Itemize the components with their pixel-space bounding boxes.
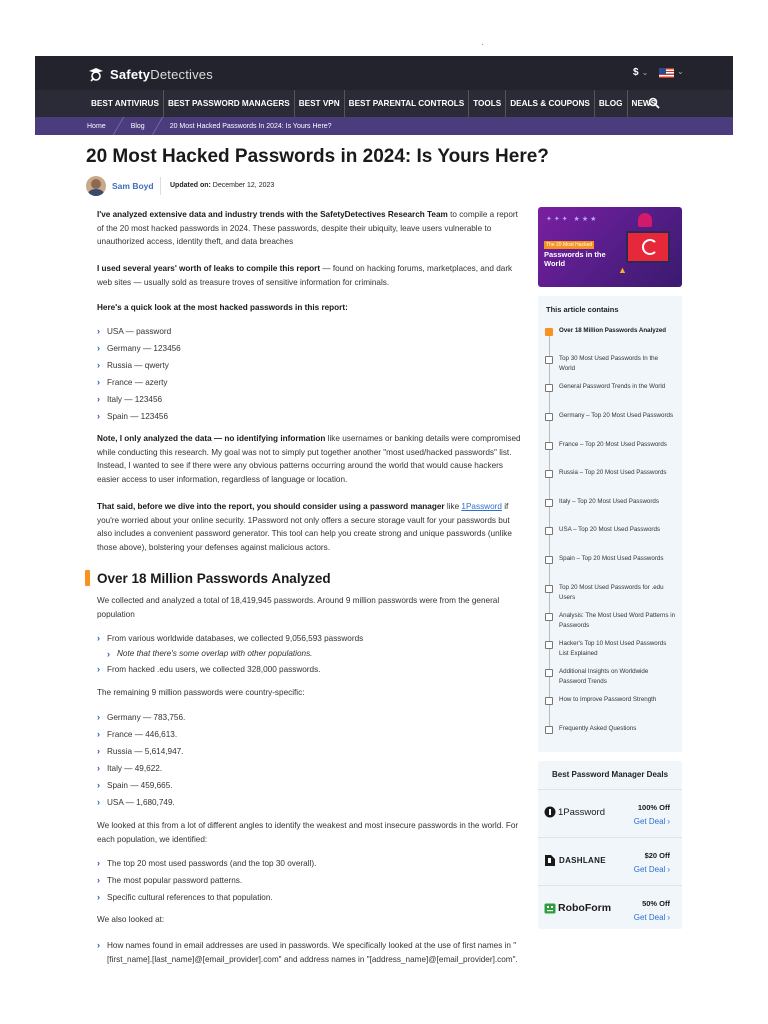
list-item: › Spain — 459,665. [97,777,522,794]
top-header [35,56,733,90]
toc-item[interactable]: Spain – Top 20 Most Used Passwords [545,554,675,564]
toc-item[interactable]: Germany – Top 20 Most Used Passwords [545,411,675,421]
currency-selector[interactable]: $ ⌄ [633,67,649,78]
main-nav [35,90,733,117]
toc-item[interactable]: How to Improve Password Strength [545,695,675,705]
chevron-right-icon: › [97,780,100,790]
country-counts-list [97,709,522,811]
get-deal-link[interactable]: Get Deal › [633,817,670,826]
author-link[interactable]: Sam Boyd [112,181,154,191]
get-deal-link[interactable]: Get Deal › [633,865,670,874]
toc-marker [545,641,553,649]
toc-marker [545,413,553,421]
chevron-right-icon: › [97,343,100,353]
breadcrumb [35,117,733,135]
section-paragraph-2: The remaining 9 million passwords were country-specific: [97,688,305,697]
table-of-contents [538,296,682,752]
toc-item[interactable]: USA – Top 20 Most Used Passwords [545,525,675,535]
chevron-right-icon: › [97,377,100,387]
deal-row [538,837,682,885]
breadcrumb-current: 20 Most Hacked Passwords In 2024: Is Yours Here? [169,122,332,130]
chevron-right-icon: › [97,712,100,722]
section-heading: Over 18 Million Passwords Analyzed [85,570,331,586]
1password-logo: 1Password [544,806,605,818]
list-item: › Specific cultural references to that population. [97,889,522,906]
sources-list [97,630,522,678]
page-title: 20 Most Hacked Passwords in 2024: Is Yours Here? [86,146,549,167]
chevron-down-icon: ⌄ [641,68,649,77]
chevron-right-icon: › [97,633,100,643]
chevron-right-icon: › [97,326,100,336]
list-item: › Spain — 123456 [97,408,522,425]
chevron-right-icon: › [97,892,100,902]
laptop-icon [626,231,670,263]
search-icon[interactable] [648,97,660,109]
chevron-right-icon: › [97,797,100,807]
toc-marker [545,613,553,621]
breadcrumb-separator [152,117,163,135]
list-subitem: › Note that there's some overlap with other populations. [107,649,313,659]
chevron-right-icon: › [97,746,100,756]
roboform-logo-icon [544,903,556,914]
section-paragraph-4: We also looked at: [97,915,165,924]
toc-marker [545,470,553,478]
toc-marker [545,328,553,336]
nav-best-antivirus[interactable]: BEST ANTIVIRUS [87,90,164,117]
chevron-right-icon: › [97,729,100,739]
divider [160,177,161,195]
chevron-down-icon[interactable]: ⌄ [677,67,684,76]
toc-marker [545,726,553,734]
nav-list [87,90,660,117]
deal-discount: 50% Off [642,899,670,908]
list-item: › USA — 1,680,749. [97,794,522,811]
toc-marker [545,356,553,364]
nav-blog[interactable]: BLOG [595,90,628,117]
top-passwords-list [97,323,522,425]
deal-discount: $20 Off [644,851,670,860]
nav-best-vpn[interactable]: BEST VPN [295,90,345,117]
chevron-right-icon: › [97,875,100,885]
page-dot [482,44,483,45]
list-item: › Russia — qwerty [97,357,522,374]
list-item: › From hacked .edu users, we collected 328,000 passwords. [97,661,522,678]
list-item: › Germany — 783,756. [97,709,522,726]
toc-title: This article contains [546,305,619,314]
list-item: › The top 20 most used passwords (and the top 30 overall). [97,855,522,872]
us-flag-icon[interactable] [659,68,674,78]
note-paragraph: Note, I only analyzed the data — no identifying information like usernames or banking details were compromised while conducting this research. My goal was not to simply put together another "most used/hacked passwords" list. Instead, I wanted to see if there were any obvious patterns occurring around the world that would cause hackers easier access to user information, regardless of language or location. [97,434,521,484]
site-logo[interactable] [87,65,213,83]
toc-item[interactable]: Top 30 Most Used Passwords In the World [545,354,675,374]
toc-marker [545,499,553,507]
deal-discount: 100% Off [637,803,670,812]
toc-item[interactable]: General Password Trends in the World [545,382,675,392]
toc-item[interactable]: France – Top 20 Most Used Passwords [545,440,675,450]
chevron-right-icon: › [97,940,100,950]
nav-tools[interactable]: TOOLS [469,90,506,117]
author-avatar[interactable] [86,176,106,196]
roboform-logo: RoboForm [544,902,611,914]
list-item: › How names found in email addresses are used in passwords. We specifically looked at the use of first names in "[first_name].[last_name]@[email_provider].com" and address names in "[address_name]@[email_provider].com". [97,940,518,964]
chevron-right-icon: › [667,913,670,922]
dashlane-logo: DASHLANE [544,854,606,867]
heading-accent-bar [85,570,90,586]
nav-news[interactable]: NEWS [631,99,657,108]
nav-deals-coupons[interactable]: DEALS & COUPONS [506,90,595,117]
toc-marker [545,384,553,392]
nav-best-password-managers[interactable]: BEST PASSWORD MANAGERS [164,90,295,117]
dashlane-logo-icon [544,854,556,867]
intro-paragraph-2: I used several years' worth of leaks to compile this report — found on hacking forums, marketplaces, and dark web sites — usually sold as treasure troves of sensitive information for criminals. [97,264,513,287]
intro-paragraph-1: I've analyzed extensive data and industry trends with the SafetyDetectives Research Team to compile a report of the 20 most hacked passwords in 2024. These passwords, despite their ubiquity, leave users vulnerable to unauthorized access, identity theft, and data breaches [97,210,518,246]
chevron-right-icon: › [667,865,670,874]
toc-item[interactable]: Hacker's Top 10 Most Used Passwords List Explained [545,639,675,659]
chevron-right-icon: › [97,664,100,674]
identified-list [97,855,522,906]
chevron-right-icon: › [97,394,100,404]
1password-link[interactable]: 1Password [461,502,502,511]
toc-marker [545,697,553,705]
breadcrumb-list [87,117,332,135]
section-paragraph-1: We collected and analyzed a total of 18,419,945 passwords. Around 9 million passwords were from the general population [97,596,500,619]
breadcrumb-separator [112,117,123,135]
brand-name: SafetyDetectives [110,66,213,82]
hacker-icon [638,213,652,227]
list-item: › Germany — 123456 [97,340,522,357]
toc-item[interactable]: Over 18 Million Passwords Analyzed [545,326,675,336]
toc-item[interactable]: Analysis: The Most Used Word Patterns in Passwords [545,611,675,631]
toc-marker [545,556,553,564]
list-item: › France — azerty [97,374,522,391]
toc-marker [545,585,553,593]
section-paragraph-3: We looked at this from a lot of different angles to identify the weakest and most insecure passwords in the world. For each population, we identified: [97,821,519,844]
list-item: › From various worldwide databases, we collected 9,056,593 passwords [97,630,522,647]
toc-item[interactable]: Frequently Asked Questions [545,724,675,734]
star-icon: ✦✦✦ ★★★ [546,216,599,223]
chevron-right-icon: › [667,817,670,826]
warning-icon: ▲ [618,265,627,275]
promo-banner[interactable] [538,207,682,287]
toc-item[interactable]: Additional Insights on Worldwide Password Trends [545,667,675,687]
also-list [97,939,522,966]
chevron-right-icon: › [97,360,100,370]
promo-tag: The 20 Most Hacked [546,242,593,248]
chevron-right-icon: › [97,858,100,868]
toc-item[interactable]: Top 20 Most Used Passwords for .edu Users [545,583,675,603]
1password-logo-icon [544,806,556,818]
deals-widget [538,761,682,929]
list-item: › France — 446,613. [97,726,522,743]
toc-marker [545,442,553,450]
list-item: › Italy — 49,622. [97,760,522,777]
list-item: › Italy — 123456 [97,391,522,408]
toc-item[interactable]: Italy – Top 20 Most Used Passwords [545,497,675,507]
toc-marker [545,527,553,535]
get-deal-link[interactable]: Get Deal › [633,913,670,922]
updated-date: Updated on: December 12, 2023 [170,182,275,189]
quick-look-heading: Here's a quick look at the most hacked passwords in this report: [97,303,348,312]
chevron-right-icon: › [97,763,100,773]
list-item: › The most popular password patterns. [97,872,522,889]
list-item: › USA — password [97,323,522,340]
promo-title: Passwords in the World [544,250,606,268]
breadcrumb-blog[interactable]: Blog [130,122,145,130]
deal-row [538,885,682,933]
deal-row [538,789,682,837]
chevron-right-icon: › [97,411,100,421]
detective-logo-icon [87,65,105,83]
nav-best-parental-controls[interactable]: BEST PARENTAL CONTROLS [345,90,470,117]
password-manager-paragraph: That said, before we dive into the report, you should consider using a password manager like 1Password if you're worried about your online security. 1Password not only offers a secure storage vault for your passwords but also includes a convenient password generator. This tool can help you create strong and unique passwords (unlike those above), bolstering your defenses against malicious actors. [97,502,512,552]
toc-marker [545,669,553,677]
deals-title: Best Password Manager Deals [551,770,669,779]
breadcrumb-home[interactable]: Home [87,122,106,130]
chevron-right-icon: › [107,649,110,659]
toc-item[interactable]: Russia – Top 20 Most Used Passwords [545,468,675,478]
list-item: › Russia — 5,614,947. [97,743,522,760]
